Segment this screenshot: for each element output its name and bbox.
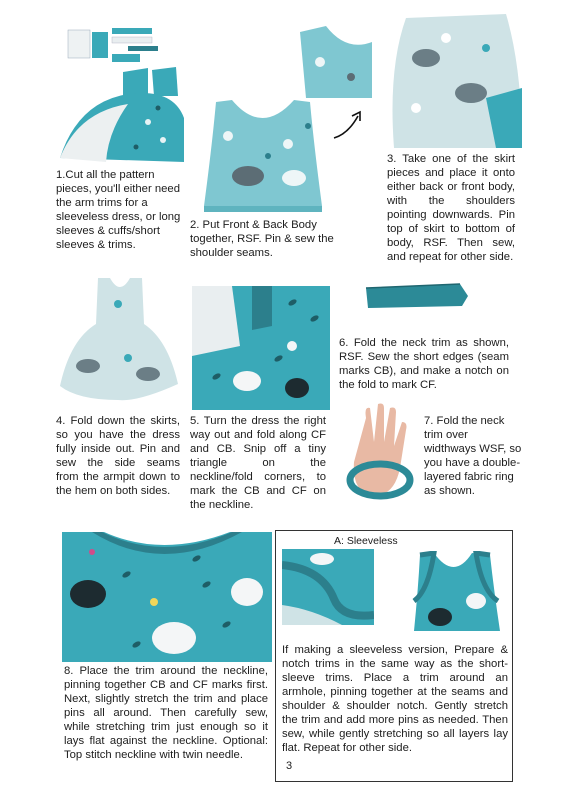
step-5-text: 5. Turn the dress the right way out and fold along CF and CB. Snip off a tiny triangle on the neckline/fold corners, to mark the CB and CF on the neckline.	[190, 415, 326, 511]
step-4-text: 4. Fold down the skirts, so you have the dress fully inside out. Pin and sew the side seams from the armpit down to the hem on both sides.	[56, 415, 180, 497]
photo-hand-trim-ring	[344, 402, 418, 502]
step-1-text: 1.Cut all the pattern pieces, you'll either need the arm trims for a sleeveless dress, or long sleeves & cuffs/short sleeves & trims.	[56, 169, 181, 251]
sleeveless-box-title: A: Sleeveless	[334, 535, 398, 547]
photo-dress-inside-out	[58, 274, 180, 404]
photo-neckline-trim	[62, 532, 272, 662]
sleeveless-text: If making a sleeveless version, Prepare & notch trims in the same way as the short-sleeve trims. Place a trim around an armhole, pinning together at the seams and shoulder & shoulder notch. Gently stretch the trim and add more pins as needed. Then sew, while gently stretching so all layers lay flat. Repeat for other side.	[282, 644, 508, 754]
step-7-text: 7. Fold the neck trim over widthways WSF, so you have a double-layered fabric ring as shown.	[424, 415, 522, 497]
photo-skirt-detail	[296, 22, 376, 102]
photo-pattern-pieces	[58, 22, 188, 167]
page-number: 3	[286, 760, 293, 772]
sleeveless-box	[275, 530, 513, 782]
arrow-icon	[330, 104, 370, 144]
photo-sleeveless-bodice	[410, 551, 502, 631]
photo-bodice-shoulder-seams	[198, 96, 328, 216]
photo-armhole-trim	[282, 549, 374, 625]
step-2-text: 2. Put Front & Back Body together, RSF. Pin & sew the shoulder seams.	[190, 219, 334, 259]
photo-dress-folded	[192, 286, 330, 410]
step-3-text: 3. Take one of the skirt pieces and place it onto either back or front body, with the shoulders pointing downwards. Pin top of skirt to bottom of body, RSF. Then sew, and repeat for other side.	[387, 153, 515, 263]
step-8-text: 8. Place the trim around the neckline, pinning together CB and CF marks first. Next, slightly stretch the trim and place pins all around. Then carefully sew, while stretching trim just enough so it lays flat against the neckline. Optional: Top stitch neckline with twin needle.	[64, 665, 268, 761]
step-6-text: 6. Fold the neck trim as shown, RSF. Sew the short edges (seam marks CB), and make a notch on the fold to mark CF.	[339, 337, 509, 391]
photo-neck-trim	[362, 282, 470, 310]
photo-skirt-on-body	[386, 8, 526, 148]
